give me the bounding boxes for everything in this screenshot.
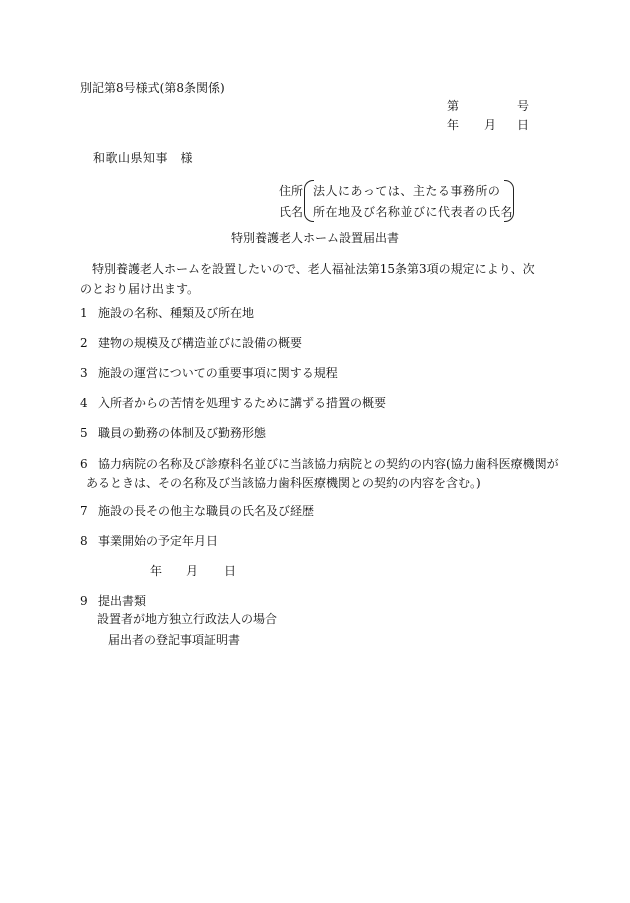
date-month: 月 [484, 118, 497, 132]
date-day: 日 [516, 118, 529, 132]
sender-note-line2: 所在地及び名称並びに代表者の氏名 [313, 205, 514, 219]
item-text: 入所者からの苦情を処理するために講ずる措置の概要 [98, 396, 387, 410]
start-year: 年 [150, 564, 163, 578]
list-item [80, 504, 314, 520]
item-text: 事業開始の予定年月日 [98, 534, 219, 548]
item-text: 職員の勤務の体制及び勤務形態 [98, 426, 267, 440]
sender-labels [279, 181, 303, 223]
item-number: 9 [80, 594, 88, 608]
number-suffix: 号 [516, 99, 529, 113]
item-text: 施設の運営についての重要事項に関する規程 [98, 366, 338, 380]
body-text: 特別養護老人ホームを設置したいので、老人福祉法第15条第3項の規定により、次のとおり届け出ます。 [80, 262, 535, 296]
item-text: 施設の長その他主な職員の氏名及び経歴 [98, 504, 315, 518]
start-day: 日 [223, 564, 236, 578]
sender-notes [313, 181, 513, 223]
right-bracket [504, 180, 514, 222]
item-number: 7 [80, 504, 88, 518]
addressee: 和歌山県知事 様 [93, 151, 194, 165]
item-number: 8 [80, 534, 88, 548]
list-item [80, 457, 559, 473]
item-number: 6 [80, 457, 88, 471]
list-item [80, 396, 386, 412]
date-year: 年 [447, 118, 460, 132]
item-number: 4 [80, 396, 88, 410]
item-number: 5 [80, 426, 88, 440]
list-item [80, 366, 338, 382]
item-continuation: あるときは、その名称及び当該協力歯科医療機関との契約の内容を含む。) [86, 476, 481, 490]
list-item [80, 336, 302, 352]
form-label: 別記第8号様式(第8条関係) [80, 81, 225, 95]
start-month: 月 [186, 564, 199, 578]
list-item [80, 534, 218, 550]
item-number: 1 [80, 306, 88, 320]
document-condition: 設置者が地方独立行政法人の場合 [97, 612, 278, 626]
item-number: 3 [80, 366, 88, 380]
item-text: 建物の規模及び構造並びに設備の概要 [98, 336, 303, 350]
sender-note-line1: 法人にあっては、主たる事務所の [313, 184, 501, 198]
item-text: 協力病院の名称及び診療科名並びに当該協力病院との契約の内容(協力歯科医療機関が [98, 457, 559, 471]
item-text: 提出書類 [98, 594, 147, 608]
item-text: 施設の名称、種類及び所在地 [98, 306, 255, 320]
required-document: 届出者の登記事項証明書 [108, 633, 241, 647]
name-label: 氏名 [279, 205, 304, 219]
document-title: 特別養護老人ホーム設置届出書 [230, 231, 399, 245]
list-item [80, 594, 146, 610]
list-item [80, 306, 254, 322]
item-number: 2 [80, 336, 88, 350]
number-prefix: 第 [447, 99, 460, 113]
list-item [80, 426, 266, 442]
address-label: 住所 [279, 184, 304, 198]
